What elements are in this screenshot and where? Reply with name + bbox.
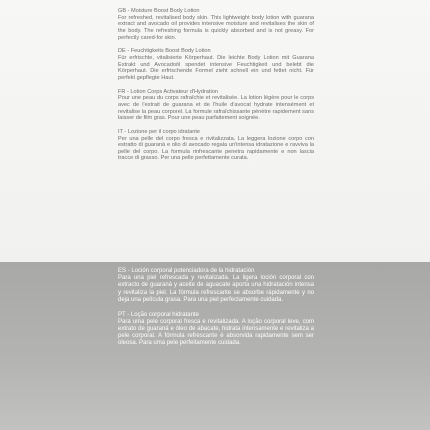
section-fr <box>118 89 314 122</box>
section-body: Para una piel refrescada y revitalizada. La ligera loción corporal con extracto de guaraná y aceite de aguacate aporta una hidratación intensa y revitaliza la piel. La fórmula refrescante se absorbe rápidamente y no deja una película grasa. Para una piel perfectamente cuidada. <box>118 275 314 303</box>
section-pt <box>118 312 314 348</box>
section-body: For refreshed, revitalised body skin. This lightweight body lotion with guarana extract and avocado oil provides intensive moisture and revitalises the skin of the body. The refreshing formula is quickly absorbed and is not greasy. For perfectly cared-for skin. <box>118 14 314 41</box>
section-de <box>118 48 314 81</box>
section-body: Für erfrischte, vitalisierte Körperhaut. Die leichte Body Lotion mit Guarana Extrakt und Avocadoöl spendet intensive Feuchtigkeit und belebt die Körperhaut. Die erfrischende Formel zieht schnell ein und fettet nicht. Für perfekt gepflegte Haut. <box>118 55 314 81</box>
label-lower-panel <box>0 262 430 430</box>
section-body: Para uma pele corporal fresca e revitalizada. A loção corporal leve, com extrato de guaraná e óleo de abacate, hidrata intensamente e revitaliza a pele corporal. A fórmula refrescante é absorvida rapidamente sem ser oleosa. Para uma pele perfeitamente cuidada. <box>118 319 314 347</box>
section-it <box>118 129 314 162</box>
section-body: Per una pelle del corpo fresca e rivitalizzata. La leggera lozione corpo con estratto di guaranà e olio di avocado regala un'intensa idratazione e ravviva la pelle del corpo. La formula rinfrescante penetra rapidamente e non lascia tracce di grasso. Per una pelle perfettamente curata. <box>118 135 314 162</box>
section-body: Pour une peau du corps rafraîchie et revitalisée. La lotion légère pour le corps avec de l'extrait de guarana et de l'huile d'avocat hydrate intensément et revitalise la peau corporel. La formule rafraîchissante pénètre rapidement sans laisser de film gras. Pour une peau parfaitement soignée. <box>118 95 314 122</box>
section-es <box>118 268 314 304</box>
section-heading: GB - Moisture Boost Body Lotion <box>118 8 200 14</box>
text-column-upper <box>118 8 314 169</box>
section-heading: ES - Loción corporal potenciadora de la hidratación <box>118 268 255 274</box>
section-heading: PT - Loção corporal hidratante <box>118 311 199 318</box>
section-heading: IT - Lozione per il corpo idratante <box>118 128 200 135</box>
section-heading: FR - Lotion Corps Activateur d'Hydration <box>118 88 218 95</box>
section-heading: DE - Feuchtigkeits Boost Body Lotion <box>118 48 211 55</box>
text-column-lower <box>118 268 314 356</box>
section-gb <box>118 8 314 41</box>
